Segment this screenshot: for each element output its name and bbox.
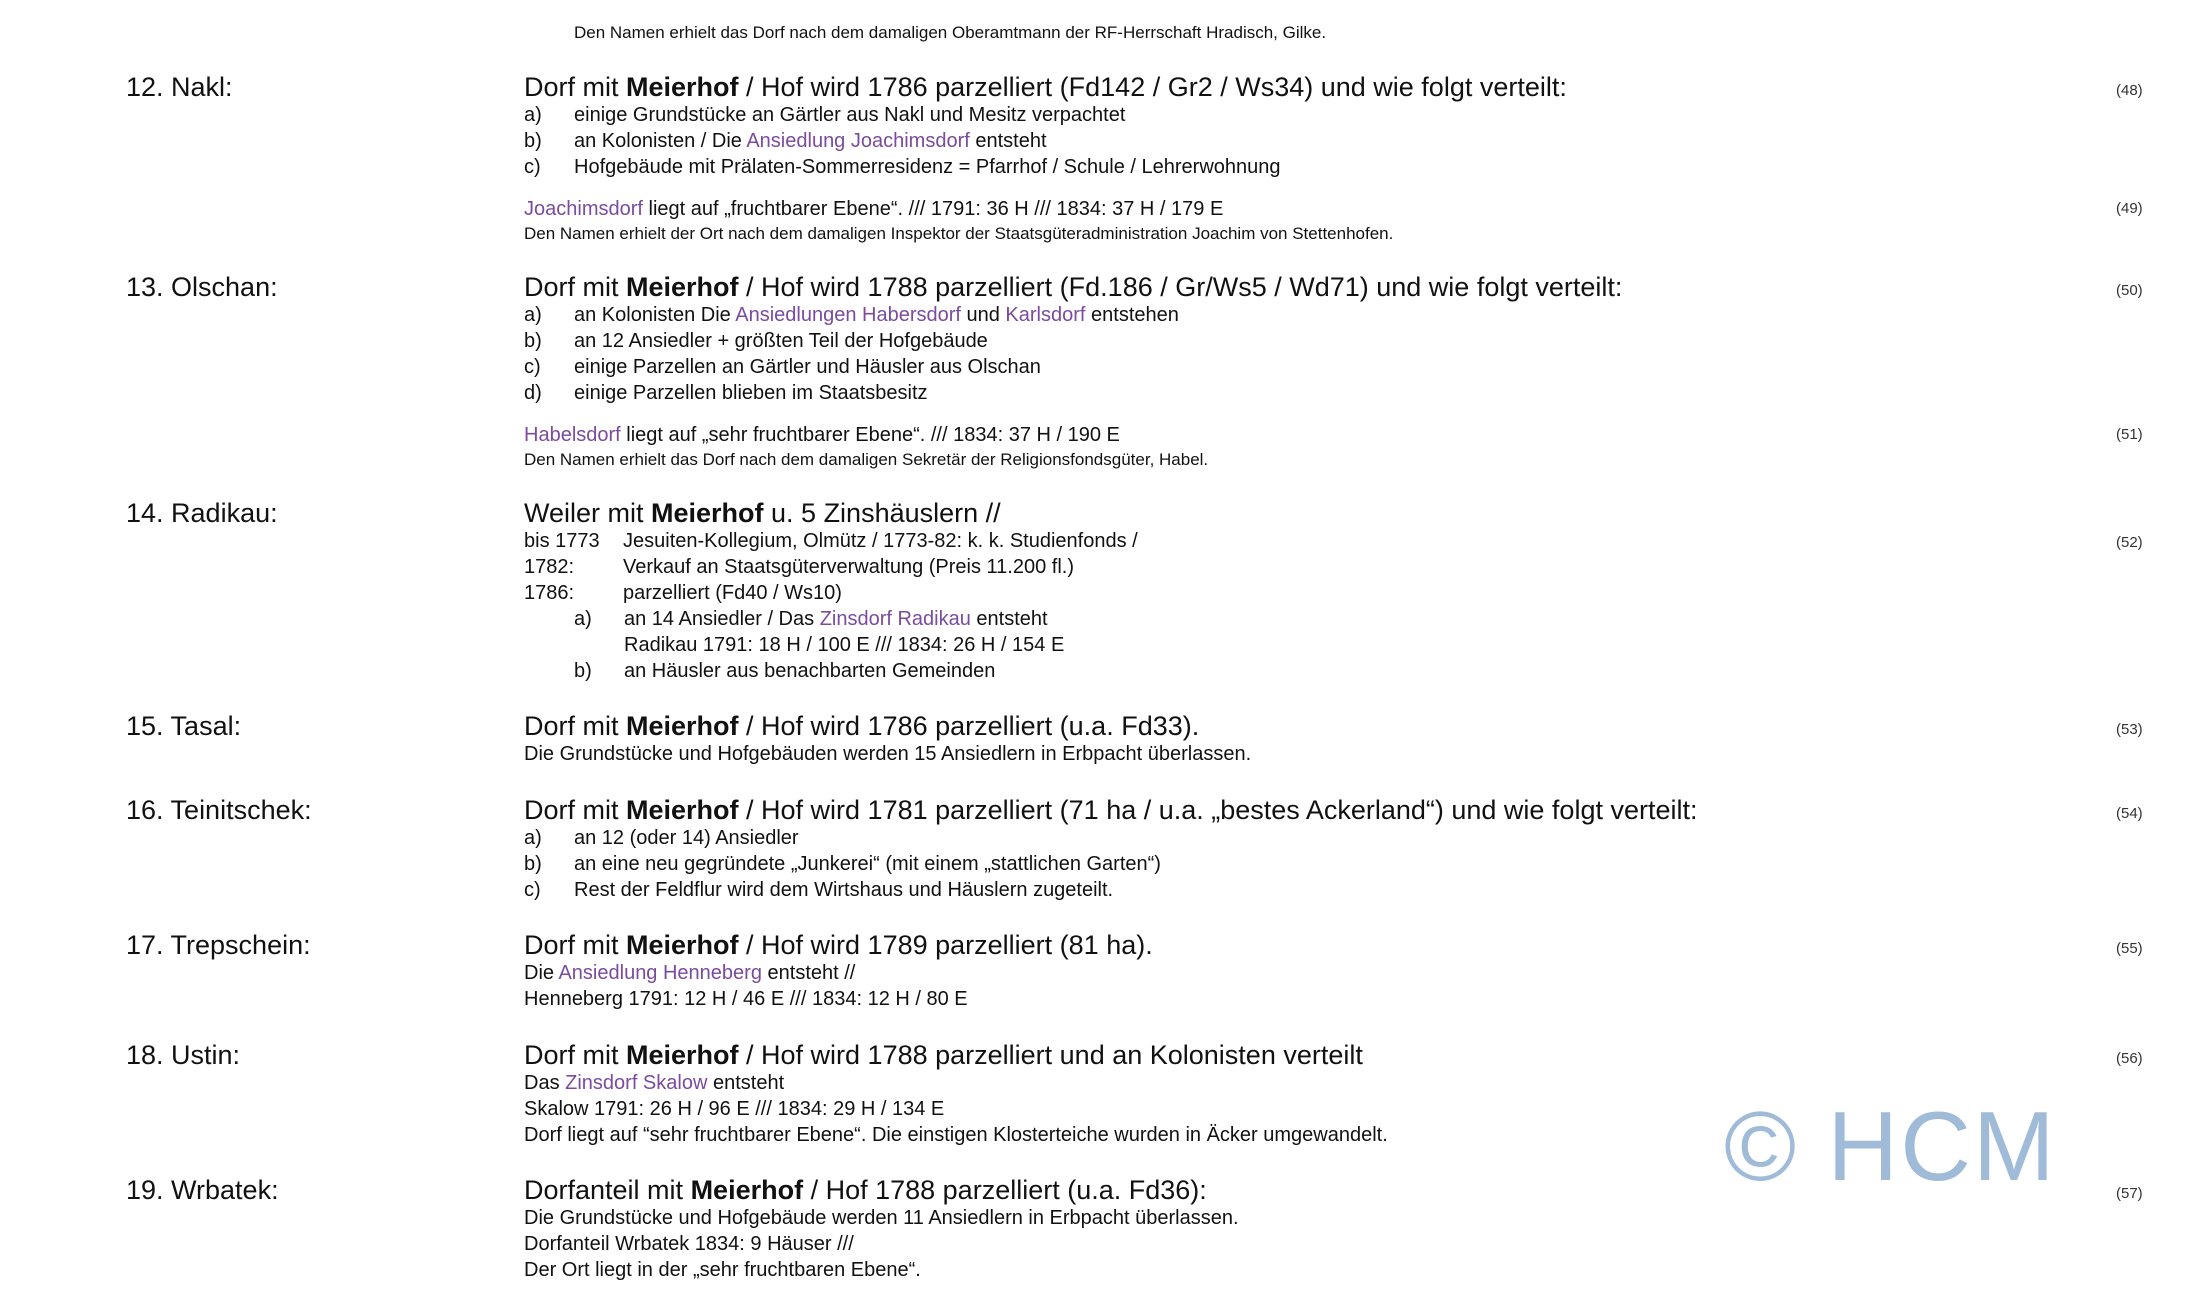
footnote-ref: (55) [2116, 940, 2143, 957]
entry-heading: Dorf mit Meierhof / Hof wird 1781 parzelliert (71 ha / u.a. „bestes Ackerland“) und wie folgt verteilt: [524, 795, 1698, 825]
footnote-ref: (49) [2116, 200, 2143, 217]
entry-label: 17. Trepschein: [126, 930, 311, 960]
list-item: b) an Häusler aus benachbarten Gemeinden [574, 660, 996, 682]
link-ansiedlung-henneberg[interactable]: Ansiedlung Henneberg [558, 962, 762, 984]
note-small: Den Namen erhielt das Dorf nach dem damaligen Sekretär der Religionsfondsgüter, Habel. [524, 450, 1209, 469]
list-item: c) Hofgebäude mit Prälaten-Sommerresidenz = Pfarrhof / Schule / Lehrerwohnung [524, 156, 1281, 178]
text-line: Henneberg 1791: 12 H / 46 E /// 1834: 12 H / 80 E [524, 988, 968, 1010]
list-item: d) einige Parzellen blieben im Staatsbesitz [524, 382, 928, 404]
entry-heading: Dorf mit Meierhof / Hof wird 1788 parzelliert und an Kolonisten verteilt [524, 1040, 1363, 1070]
entry-label: 12. Nakl: [126, 72, 233, 102]
timeline-row: bis 1773 Jesuiten-Kollegium, Olmütz / 1773-82: k. k. Studienfonds / [524, 530, 1138, 552]
top-note: Den Namen erhielt das Dorf nach dem damaligen Oberamtmann der RF-Herrschaft Hradisch, Gilke. [574, 23, 1327, 42]
link-ansiedlung-joachimsdorf[interactable]: Ansiedlung Joachimsdorf [746, 130, 970, 152]
list-item: c) einige Parzellen an Gärtler und Häusler aus Olschan [524, 356, 1041, 378]
list-item: c) Rest der Feldflur wird dem Wirtshaus und Häuslern zugeteilt. [524, 879, 1114, 901]
entry-body [524, 272, 2084, 472]
footnote-ref: (50) [2116, 282, 2143, 299]
footnote-ref: (54) [2116, 805, 2143, 822]
list-item: b) an eine neu gegründete „Junkerei“ (mit einem „stattlichen Garten“) [524, 853, 1161, 875]
list-item: Radikau 1791: 18 H / 100 E /// 1834: 26 H / 154 E [624, 634, 1065, 656]
entry-heading: Dorf mit Meierhof / Hof wird 1786 parzelliert (u.a. Fd33). [524, 711, 1200, 741]
timeline-row: 1782: Verkauf an Staatsgüterverwaltung (Preis 11.200 fl.) [524, 556, 1074, 578]
entry-label: 19. Wrbatek: [126, 1175, 279, 1205]
entry-heading: Dorf mit Meierhof / Hof wird 1786 parzelliert (Fd142 / Gr2 / Ws34) und wie folgt verteilt: [524, 72, 1567, 102]
entry-body [524, 795, 2084, 903]
entry-label: 18. Ustin: [126, 1040, 241, 1070]
link-karlsdorf[interactable]: Karlsdorf [1005, 304, 1086, 326]
text-line: Skalow 1791: 26 H / 96 E /// 1834: 29 H / 134 E [524, 1098, 945, 1120]
note-line: Joachimsdorf liegt auf „fruchtbarer Ebene“. /// 1791: 36 H /// 1834: 37 H / 179 E [524, 198, 1224, 220]
entry-body [524, 72, 2084, 246]
entry-body [524, 498, 2084, 684]
text-line: Dorf liegt auf “sehr fruchtbarer Ebene“. Die einstigen Klosterteiche wurden in Äcker umgewandelt. [524, 1124, 1388, 1146]
text-line: Die Ansiedlung Henneberg entsteht // [524, 962, 856, 984]
footnote-ref: (57) [2116, 1185, 2143, 1202]
entry-label: 16. Teinitschek: [126, 795, 312, 825]
list-item: a) einige Grundstücke an Gärtler aus Nakl und Mesitz verpachtet [524, 104, 1126, 126]
list-item: a) an Kolonisten Die Ansiedlungen Habersdorf und Karlsdorf entstehen [524, 304, 1179, 326]
footnote-ref: (51) [2116, 426, 2143, 443]
link-joachimsdorf[interactable]: Joachimsdorf [524, 198, 643, 220]
text-line: Dorfanteil Wrbatek 1834: 9 Häuser /// [524, 1233, 854, 1255]
link-zinsdorf-skalow[interactable]: Zinsdorf Skalow [565, 1072, 708, 1094]
link-ansiedlungen-habersdorf[interactable]: Ansiedlungen Habersdorf [735, 304, 961, 326]
note-small: Den Namen erhielt der Ort nach dem damaligen Inspektor der Staatsgüteradministration Joachim von Stettenhofen. [524, 224, 1394, 243]
footnote-ref: (56) [2116, 1050, 2143, 1067]
entry-heading: Dorfanteil mit Meierhof / Hof 1788 parzelliert (u.a. Fd36): [524, 1175, 1207, 1205]
footnote-ref: (53) [2116, 721, 2143, 738]
entry-body [524, 930, 2084, 1012]
timeline-row: 1786: parzelliert (Fd40 / Ws10) [524, 582, 842, 604]
entry-heading: Dorf mit Meierhof / Hof wird 1788 parzelliert (Fd.186 / Gr/Ws5 / Wd71) und wie folgt verteilt: [524, 272, 1623, 302]
text-line: Der Ort liegt in der „sehr fruchtbaren Ebene“. [524, 1259, 921, 1281]
list-item: b) an 12 Ansiedler + größten Teil der Hofgebäude [524, 330, 988, 352]
entry-label: 13. Olschan: [126, 272, 278, 302]
link-zinsdorf-radikau[interactable]: Zinsdorf Radikau [819, 608, 971, 630]
list-item: a) an 12 (oder 14) Ansiedler [524, 827, 799, 849]
entry-label: 14. Radikau: [126, 498, 278, 528]
text-line: Die Grundstücke und Hofgebäuden werden 15 Ansiedlern in Erbpacht überlassen. [524, 743, 1252, 765]
entry-heading: Dorf mit Meierhof / Hof wird 1789 parzelliert (81 ha). [524, 930, 1153, 960]
entry-heading: Weiler mit Meierhof u. 5 Zinshäuslern // [524, 498, 1001, 528]
entry-label: 15. Tasal: [126, 711, 242, 741]
link-habelsdorf[interactable]: Habelsdorf [524, 424, 621, 446]
copyright-watermark: © HCM [1724, 1091, 2057, 1201]
text-line: Die Grundstücke und Hofgebäude werden 11 Ansiedlern in Erbpacht überlassen. [524, 1207, 1239, 1229]
text-line: Das Zinsdorf Skalow entsteht [524, 1072, 785, 1094]
entry-body [524, 711, 2084, 767]
list-item: b) an Kolonisten / Die Ansiedlung Joachimsdorf entsteht [524, 130, 1047, 152]
footnote-ref: (52) [2116, 534, 2143, 551]
list-item: a) an 14 Ansiedler / Das Zinsdorf Radikau entsteht [574, 608, 1048, 630]
note-line: Habelsdorf liegt auf „sehr fruchtbarer Ebene“. /// 1834: 37 H / 190 E [524, 424, 1120, 446]
footnote-ref: (48) [2116, 82, 2143, 99]
